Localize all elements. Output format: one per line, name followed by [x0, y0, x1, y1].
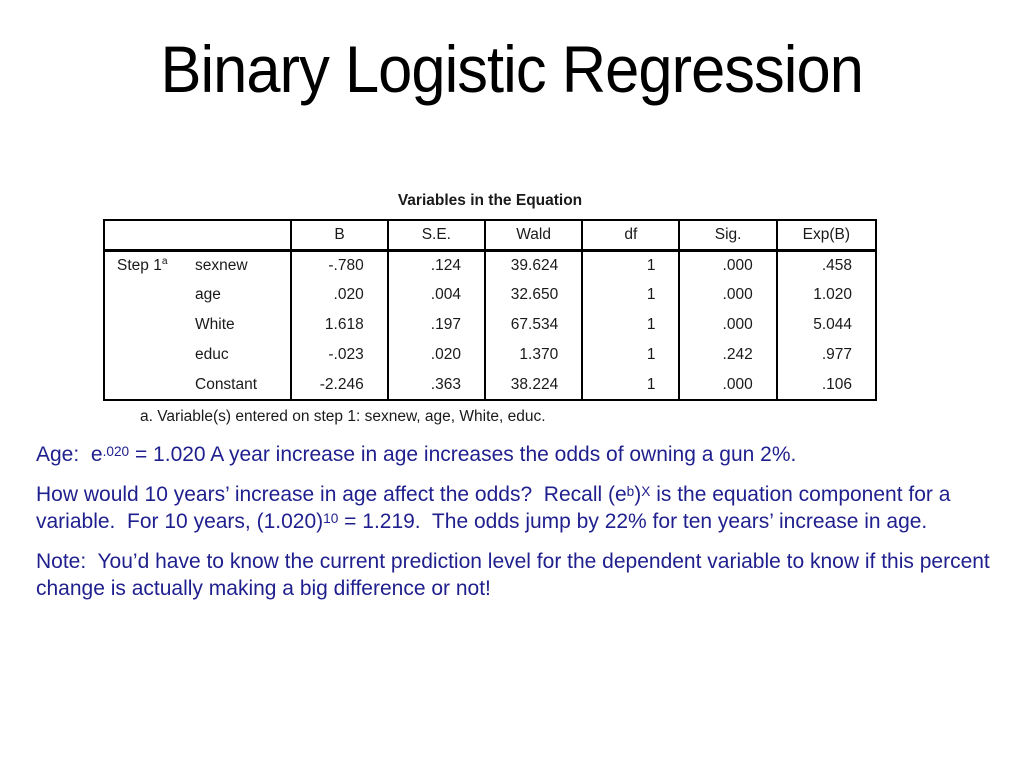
variable-name: age — [195, 286, 221, 303]
step-label: Step 1$^a$ — [117, 256, 168, 274]
value-cell: 1.020 — [777, 280, 876, 310]
note-text: = 1.219. The odds jump by 22% for ten years’ increase in age. — [338, 510, 928, 533]
value-cell: .004 — [388, 280, 485, 310]
value-cell: .363 — [388, 370, 485, 400]
table-body — [104, 250, 876, 400]
value-cell: 1 — [582, 280, 679, 310]
value-cell: .242 — [679, 340, 776, 370]
row-label-cell — [104, 370, 291, 400]
slide-title: Binary Logistic Regression — [160, 32, 864, 106]
value-cell: 1 — [582, 340, 679, 370]
table-header-row — [104, 220, 876, 250]
value-cell: .000 — [679, 280, 776, 310]
row-label-cell — [104, 250, 291, 280]
value-cell: 67.534 — [485, 310, 582, 340]
value-cell: 5.044 — [777, 310, 876, 340]
row-label-cell — [104, 310, 291, 340]
note-text: ) — [634, 483, 642, 506]
value-cell: -2.246 — [291, 370, 387, 400]
note-paragraph — [36, 481, 992, 535]
variable-name: Constant — [195, 375, 258, 393]
value-cell: .000 — [679, 250, 776, 280]
value-cell: .977 — [777, 340, 876, 370]
notes — [36, 441, 996, 615]
value-cell: 1 — [582, 250, 679, 280]
step-superscript: a — [161, 256, 168, 268]
value-cell: .000 — [679, 370, 776, 400]
column-header: Sig. — [679, 220, 776, 250]
table-row — [104, 310, 876, 340]
table-row — [104, 250, 876, 280]
value-cell: .197 — [388, 310, 485, 340]
variable-name: educ — [195, 346, 229, 363]
table-row — [104, 340, 876, 370]
superscript-text: .020 — [102, 443, 130, 459]
value-cell: 1.618 — [291, 310, 387, 340]
note-text: Age: e — [36, 443, 103, 466]
value-cell: 1.370 — [485, 340, 582, 370]
value-cell: .000 — [679, 310, 776, 340]
spss-output-table-area — [103, 192, 877, 426]
column-header: Wald — [485, 220, 582, 250]
superscript-text: 10 — [323, 510, 339, 526]
superscript-text: X — [641, 483, 651, 499]
note-paragraph — [36, 548, 996, 602]
value-cell: -.023 — [291, 340, 387, 370]
variable-name: sexnew — [195, 256, 248, 274]
value-cell: .458 — [777, 250, 876, 280]
note-text: is the equation component for a variable. For 10 years, (1.020) — [36, 483, 957, 533]
column-header: Exp(B) — [777, 220, 876, 250]
superscript-text: b — [626, 483, 635, 499]
slide-title-container — [0, 34, 1024, 104]
note-text: = 1.020 A year increase in age increases the odds of owning a gun 2%. — [129, 443, 797, 466]
table-row — [104, 280, 876, 310]
value-cell: 38.224 — [485, 370, 582, 400]
table-footnote: a. Variable(s) entered on step 1: sexnew, age, White, educ. — [140, 408, 546, 425]
value-cell: .020 — [388, 340, 485, 370]
value-cell: .106 — [777, 370, 876, 400]
row-label-cell — [104, 280, 291, 310]
column-header: B — [291, 220, 387, 250]
column-header: S.E. — [388, 220, 485, 250]
variable-name: White — [195, 316, 235, 333]
value-cell: .124 — [388, 250, 485, 280]
value-cell: .020 — [291, 280, 387, 310]
variables-in-equation-table — [103, 219, 877, 401]
table-corner-cell — [104, 220, 291, 250]
column-header: df — [582, 220, 679, 250]
value-cell: 1 — [582, 370, 679, 400]
value-cell: 39.624 — [485, 250, 582, 280]
note-text: How would 10 years’ increase in age affect the odds? Recall (e — [36, 483, 627, 506]
table-row — [104, 370, 876, 400]
note-paragraph — [36, 441, 992, 468]
note-text: Note: You’d have to know the current prediction level for the dependent variable to know if this percent change is actually making a big difference or not! — [36, 550, 996, 600]
value-cell: -.780 — [291, 250, 387, 280]
row-label-cell — [104, 340, 291, 370]
value-cell: 1 — [582, 310, 679, 340]
value-cell: 32.650 — [485, 280, 582, 310]
table-title: Variables in the Equation — [397, 192, 583, 209]
